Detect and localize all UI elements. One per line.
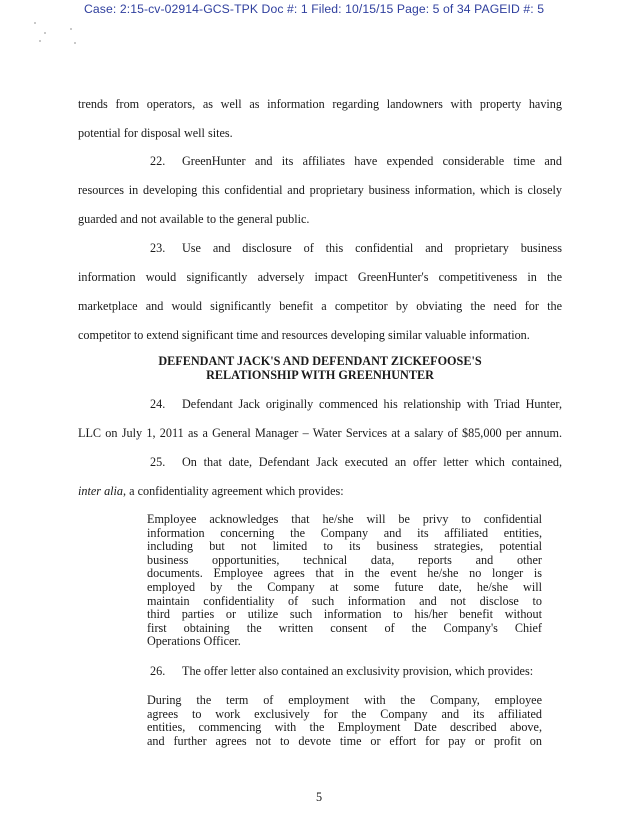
quote-line: employed by the Company at some future date, he/she will [147,579,542,594]
paragraph-number: 24. [150,397,166,411]
paragraph-26 [78,657,562,686]
quote-line: including but not limited to its business strategies, potential [147,539,542,554]
quote-line: agrees to work exclusively for the Company and its affiliated [147,706,542,721]
heading-line: DEFENDANT JACK'S AND DEFENDANT ZICKEFOOSE'S [158,354,482,368]
text-line [78,390,562,419]
text-line: guarded and not available to the general public. [78,212,310,226]
paragraph-number: 23. [150,241,166,255]
text-line: information would significantly adversely impact GreenHunter's competitiveness in the [78,270,562,284]
text-line [78,448,562,477]
quote-line: During the term of employment with the Company, employee [147,693,542,707]
italic-phrase: inter alia [78,484,124,498]
section-heading [78,354,562,382]
text-line [78,477,562,506]
text-line: potential for disposal well sites. [78,126,233,140]
quote-line: documents. Employee agrees that in the event he/she no longer is [147,566,542,581]
heading-line: RELATIONSHIP WITH GREENHUNTER [206,368,434,382]
block-quote-confidentiality [147,513,542,649]
text-line: trends from operators, as well as information regarding landowners with property having [78,97,562,111]
text-line: marketplace and would significantly benefit a competitor by obviating the need for the [78,299,562,313]
text-segment: GreenHunter and its affiliates have expended considerable time and [182,154,562,168]
text-line [78,657,562,686]
text-segment: Use and disclosure of this confidential and proprietary business [182,241,562,255]
paragraph-25 [78,448,562,506]
quote-line: Employee acknowledges that he/she will be privy to confidential [147,512,542,526]
quote-line: information concerning the Company and its affiliated entities, [147,525,542,540]
paragraph-number: 25. [150,455,166,469]
text-segment: Defendant Jack originally commenced his relationship with Triad Hunter, [182,397,562,411]
text-line: resources in developing this confidential and proprietary business information, which is closely [78,183,562,197]
text-line [78,147,562,176]
paragraph-number: 26. [150,664,166,678]
text-line: competitor to extend significant time and resources developing similar valuable information. [78,328,530,342]
page-number: 5 [315,790,323,804]
paragraph-number: 22. [150,154,166,168]
paragraph-24 [78,390,562,448]
quote-line: third parties or utilize such information to his/her benefit without [147,607,542,622]
text-segment: The offer letter also contained an exclusivity provision, which provides: [182,664,534,678]
quote-line: first obtaining the written consent of the Company's Chief [147,620,542,635]
paragraph-continued [78,90,562,148]
text-segment: , a confidentiality agreement which provides: [123,484,344,498]
text-line [78,234,562,263]
quote-line: maintain confidentiality of such information and not disclose to [147,593,542,608]
text-line: LLC on July 1, 2011 as a General Manager – Water Services at a salary of $85,000 per annum. [78,426,562,440]
text-segment: On that date, Defendant Jack executed an offer letter which contained, [182,455,562,469]
block-quote-exclusivity [147,694,542,748]
case-header: Case: 2:15-cv-02914-GCS-TPK Doc #: 1 Filed: 10/15/15 Page: 5 of 34 PAGEID #: 5 [84,2,545,16]
quote-line: business opportunities, technical data, reports and other [147,552,542,567]
quote-line: Operations Officer. [147,634,241,649]
quote-line: and further agrees not to devote time or effort for pay or profit on [147,733,542,748]
paragraph-23 [78,234,562,350]
quote-line: entities, commencing with the Employment Date described above, [147,720,542,735]
scan-specks [30,18,80,48]
paragraph-22 [78,147,562,234]
